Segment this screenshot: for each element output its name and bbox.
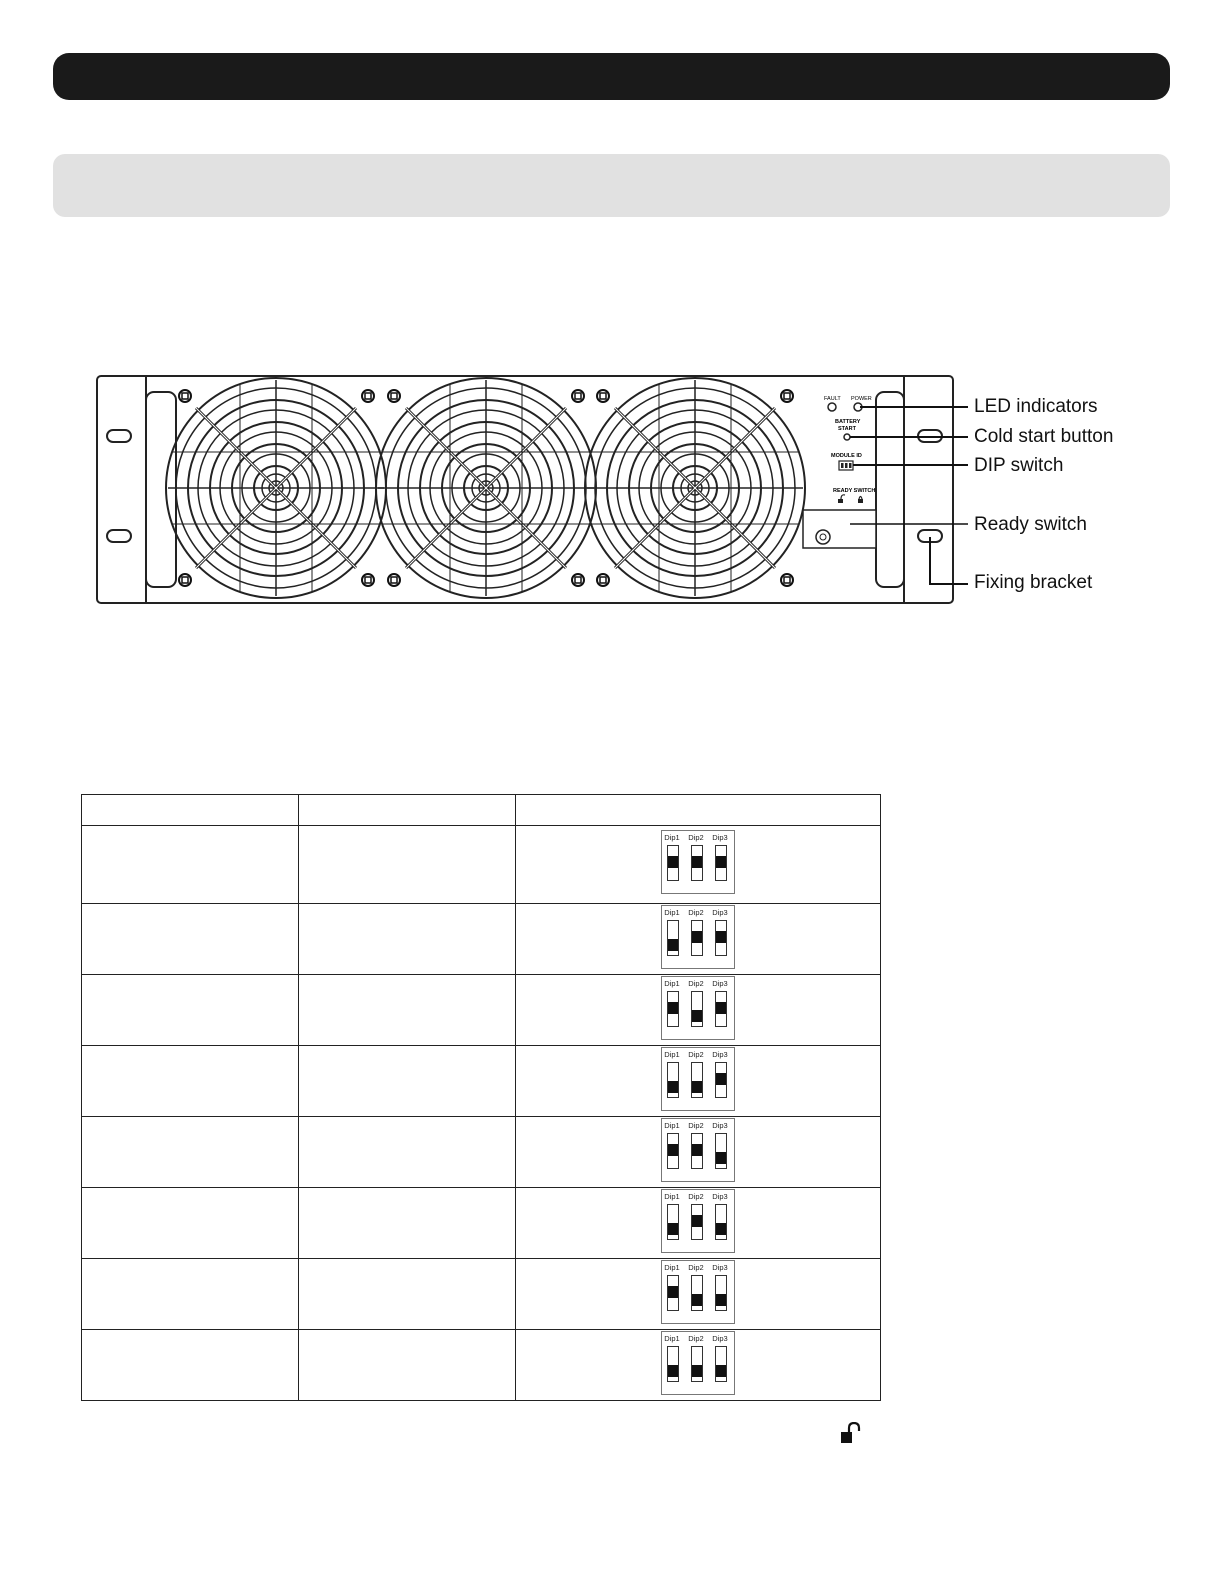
dip-switch-knob <box>692 1010 702 1022</box>
dip-switch-knob <box>716 931 726 943</box>
row-col2 <box>299 1330 516 1401</box>
dip-label: Dip3 <box>712 1191 728 1201</box>
dip-switch-1 <box>667 845 679 881</box>
dip-switch-knob <box>692 856 702 868</box>
dip-switch-figure <box>661 830 735 894</box>
row-col2 <box>299 975 516 1046</box>
row-col2 <box>299 1117 516 1188</box>
dip-label: Dip2 <box>688 978 704 988</box>
row-col2 <box>299 904 516 975</box>
dip-switch-knob <box>668 1144 678 1156</box>
dip-switch-knob <box>692 1215 702 1227</box>
dip-switch-table <box>81 794 881 1401</box>
dip-label: Dip2 <box>688 1262 704 1272</box>
dip-label: Dip1 <box>664 978 680 988</box>
dip-switch-knob <box>668 1223 678 1235</box>
row-col1 <box>82 1259 299 1330</box>
dip-switch-knob <box>668 939 678 951</box>
row-col1 <box>82 826 299 904</box>
dip-label: Dip3 <box>712 1262 728 1272</box>
ready-switch-label: READY SWITCH <box>833 488 876 494</box>
dip-switch-knob <box>716 1223 726 1235</box>
dip-switch-knob <box>716 856 726 868</box>
row-col2 <box>299 1188 516 1259</box>
row-col1 <box>82 1330 299 1401</box>
dip-switch-knob <box>668 856 678 868</box>
dip-switch-2 <box>691 1346 703 1382</box>
row-col1 <box>82 1046 299 1117</box>
dip-label: Dip2 <box>688 1049 704 1059</box>
dip-switch-3 <box>715 1133 727 1169</box>
dip-switch-3 <box>715 845 727 881</box>
dip-switch-2 <box>691 991 703 1027</box>
dip-switch-3 <box>715 920 727 956</box>
dip-switch-2 <box>691 1275 703 1311</box>
table-row <box>82 1330 881 1401</box>
dip-label: Dip1 <box>664 1191 680 1201</box>
dip-switch-figure <box>661 905 735 969</box>
dip-switch-1 <box>667 1346 679 1382</box>
row-col1 <box>82 1188 299 1259</box>
module-id-label: MODULE ID <box>831 453 862 459</box>
dip-switch-knob <box>692 1081 702 1093</box>
table-header-1 <box>82 795 299 826</box>
dip-setting-cell <box>516 1046 881 1117</box>
dip-label: Dip1 <box>664 1333 680 1343</box>
row-col1 <box>82 904 299 975</box>
dip-switch-knob <box>668 1002 678 1014</box>
start-label: START <box>838 426 856 432</box>
dip-label: Dip3 <box>712 978 728 988</box>
callout-dip-switch: DIP switch <box>974 455 1064 476</box>
fault-label: FAULT <box>824 396 841 402</box>
dip-switch-knob <box>716 1152 726 1164</box>
dip-switch-knob <box>716 1365 726 1377</box>
row-col2 <box>299 1259 516 1330</box>
dip-switch-1 <box>667 1204 679 1240</box>
dip-switch-2 <box>691 920 703 956</box>
dip-switch-figure <box>661 1260 735 1324</box>
dip-switch-3 <box>715 1204 727 1240</box>
dip-setting-cell <box>516 904 881 975</box>
dip-switch-knob <box>668 1365 678 1377</box>
row-col1 <box>82 975 299 1046</box>
dip-label: Dip2 <box>688 1333 704 1343</box>
table-row <box>82 1259 881 1330</box>
fan-3 <box>585 378 805 598</box>
dip-setting-cell <box>516 1330 881 1401</box>
dip-setting-cell <box>516 826 881 904</box>
dip-setting-cell <box>516 975 881 1046</box>
dip-switch-2 <box>691 845 703 881</box>
dip-switch-figure <box>661 1118 735 1182</box>
table-row <box>82 1188 881 1259</box>
dip-switch-3 <box>715 1346 727 1382</box>
ready-switch[interactable] <box>803 510 876 548</box>
table-row <box>82 1046 881 1117</box>
dip-switch-knob <box>692 931 702 943</box>
dip-switch-3 <box>715 991 727 1027</box>
dip-label: Dip3 <box>712 1120 728 1130</box>
dip-switch-knob <box>692 1294 702 1306</box>
unlock-icon <box>840 1422 864 1446</box>
callout-led-indicators: LED indicators <box>974 396 1098 417</box>
dip-switch-2 <box>691 1204 703 1240</box>
table-header-3 <box>516 795 881 826</box>
dip-switch-3 <box>715 1062 727 1098</box>
dip-switch-knob <box>692 1365 702 1377</box>
dip-switch-figure <box>661 1331 735 1395</box>
subheader-bar <box>53 154 1170 217</box>
dip-switch-1 <box>667 1062 679 1098</box>
cold-start-button[interactable] <box>844 434 850 440</box>
dip-switch-1 <box>667 991 679 1027</box>
dip-label: Dip1 <box>664 1049 680 1059</box>
dip-switch-1 <box>667 920 679 956</box>
dip-label: Dip3 <box>712 1333 728 1343</box>
dip-setting-cell <box>516 1188 881 1259</box>
dip-switch-knob <box>668 1286 678 1298</box>
front-panel-diagram <box>90 370 970 610</box>
dip-switch-1 <box>667 1275 679 1311</box>
fan-2 <box>376 378 596 598</box>
dip-label: Dip1 <box>664 907 680 917</box>
dip-switch-figure <box>661 976 735 1040</box>
dip-label: Dip3 <box>712 1049 728 1059</box>
table-row <box>82 904 881 975</box>
dip-switch-2 <box>691 1133 703 1169</box>
dip-switch-figure <box>661 1189 735 1253</box>
dip-label: Dip3 <box>712 833 728 842</box>
dip-label: Dip3 <box>712 907 728 917</box>
dip-label: Dip1 <box>664 1120 680 1130</box>
dip-setting-cell <box>516 1259 881 1330</box>
battery-label: BATTERY <box>835 419 861 425</box>
dip-label: Dip2 <box>688 907 704 917</box>
dip-setting-cell <box>516 1117 881 1188</box>
callout-fixing-bracket: Fixing bracket <box>974 572 1093 593</box>
dip-label: Dip2 <box>688 1120 704 1130</box>
header-bar <box>53 53 1170 100</box>
power-label: POWER <box>851 396 872 402</box>
fan-1 <box>166 378 386 598</box>
dip-switch-knob <box>716 1294 726 1306</box>
dip-label: Dip1 <box>664 833 680 842</box>
dip-switch-knob <box>692 1144 702 1156</box>
dip-switch-knob <box>716 1002 726 1014</box>
callout-ready-switch: Ready switch <box>974 514 1087 535</box>
row-col1 <box>82 1117 299 1188</box>
dip-switch-3 <box>715 1275 727 1311</box>
table-header-2 <box>299 795 516 826</box>
dip-switch-2 <box>691 1062 703 1098</box>
dip-switch-knob <box>716 1073 726 1085</box>
dip-switch-figure <box>661 1047 735 1111</box>
table-row <box>82 975 881 1046</box>
table-row <box>82 1117 881 1188</box>
table-row <box>82 826 881 904</box>
dip-switch-knob <box>668 1081 678 1093</box>
fault-led <box>828 403 836 411</box>
dip-label: Dip1 <box>664 1262 680 1272</box>
row-col2 <box>299 826 516 904</box>
row-col2 <box>299 1046 516 1117</box>
dip-label: Dip2 <box>688 1191 704 1201</box>
dip-label: Dip2 <box>688 833 704 842</box>
dip-switch-1 <box>667 1133 679 1169</box>
callout-cold-start-button: Cold start button <box>974 426 1114 447</box>
